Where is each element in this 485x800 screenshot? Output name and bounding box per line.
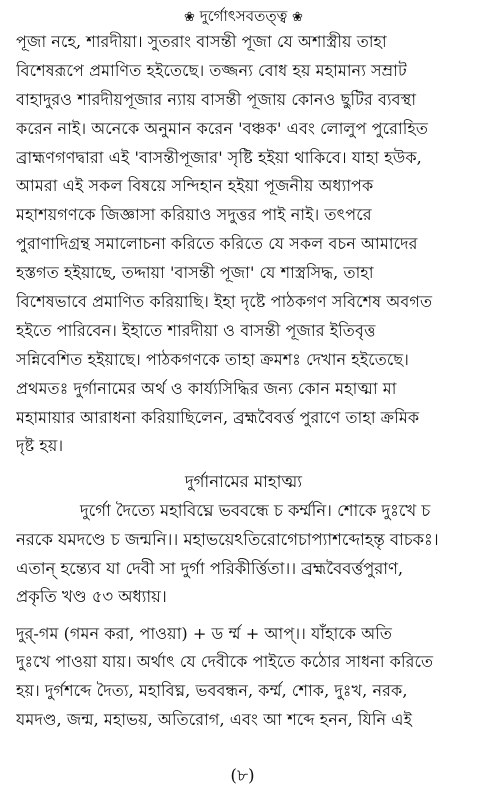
text-line: হস্তগত হইয়াছে, তদ্দায়া 'বাসন্তী পূজা' যে শাস্ত্রসিদ্ধ, তাহা xyxy=(16,263,374,283)
text-line: পূজা নহে, শারদীয়া। সুতরাং বাসন্তী পূজা যে অশাস্ত্রীয় তাহা xyxy=(16,32,387,51)
text-line: সন্নিবেশিত হইয়াছে। পাঠকগণকে তাহা ক্রমশঃ দেখান হইতেছে। xyxy=(16,349,409,369)
text-line: দুর্-গম (গমন করা, পাওয়া) + ড র্ম্ম + আপ্।। যাঁহাকে অতি xyxy=(16,623,393,643)
text-line: আমরা এই সকল বিষয়ে সন্দিহান হইয়া পূজনীয় অধ্যাপক xyxy=(16,176,374,196)
verse-line: প্রকৃতি খণ্ড ৫৩ অধ্যায়। xyxy=(16,587,167,607)
text-line: করেন নাই। অনেকে অনুমান করেন 'বঞ্চক' এবং লোলুপ পুরোহিত xyxy=(16,118,428,138)
text-line: মহাশয়গণকে জিজ্ঞাসা করিয়াও সদুত্তর পাই নাই। তৎপরে xyxy=(16,205,372,225)
text-line: পুরাণাদিগ্রন্থ সমালোচনা করিতে করিতে যে সকল বচন আমাদের xyxy=(16,234,418,254)
etymology-paragraph xyxy=(16,620,471,735)
text-line: বাহাদুরও শারদীয়পূজার ন্যায় বাসন্তী পূজায় কোনও ছুটির ব্যবস্থা xyxy=(16,89,417,109)
verse-line: নরকে যমদণ্ডে চ জন্মনি।। মহাভয়েঽতিরোগেচাপ্যাশব্দোহন্তৃ বাচকঃ। xyxy=(16,529,439,549)
book-page xyxy=(16,4,471,734)
text-line: যমদণ্ড, জন্ম, মহাভয়, অতিরোগ, এবং আ শব্দে হনন, যিনি এই xyxy=(16,709,413,729)
text-line: হইতে পারিবেন। ইহাতে শারদীয়া ও বাসন্তী পূজার ইতিবৃত্ত xyxy=(16,320,376,340)
text-line: হয়। দুর্গশব্দে দৈত্য, মহাবিঘ্ন, ভববন্ধন, কর্ম্ম, শোক, দুঃখ, নরক, xyxy=(16,681,408,701)
text-line: দুঃখে পাওয়া যায়। অর্থাৎ যে দেবীকে পাইতে কঠোর সাধনা করিতে xyxy=(16,652,434,672)
text-line: দৃষ্ট হয়। xyxy=(16,436,64,456)
running-header xyxy=(16,4,471,28)
body-paragraph xyxy=(16,28,471,461)
text-line: প্রথমতঃ দুর্গানামের অর্থ ও কার্য্যসিদ্ধির জন্য কোন মহাত্মা মা xyxy=(16,378,397,398)
flower-ornament-icon: ❀ xyxy=(292,10,303,25)
text-line: বিশেষরূপে প্রমাণিত হইতেছে। তজ্জন্য বোধ হয় মহামান্য সম্রাট xyxy=(16,60,407,80)
page-number: (৮) xyxy=(230,766,255,786)
verse-line: দুর্গো দৈত্যে মহাবিঘ্নে ভববন্ধে চ কর্ম্মনি। শোকে দুঃখে চ xyxy=(80,501,431,521)
flower-ornament-icon: ❀ xyxy=(184,10,195,25)
section-heading: দুর্গানামের মাহাত্ম্য xyxy=(184,472,303,492)
text-line: ব্রাহ্মণগণদ্বারা এই 'বাসন্তীপূজার' সৃষ্টি হইয়া থাকিবে। যাহা হউক, xyxy=(16,147,422,167)
text-line: বিশেষভাবে প্রমাণিত করিয়াছি। ইহা দৃষ্টে পাঠকগণ সবিশেষ অবগত xyxy=(16,292,433,312)
header-title: দুর্গোৎসবতত্ত্ব xyxy=(199,7,288,25)
verse-line: এতান্ হন্ত্যেব যা দেবী সা দুর্গা পরিকীর্ত্তিতা।। ব্রহ্মবৈবর্ত্তপুরাণ, xyxy=(16,558,404,578)
text-line: মহামায়ার আরাধনা করিয়াছিলেন, ব্রহ্মবৈবর্ত্ত পুরাণে তাহা ক্রমিক xyxy=(16,407,420,427)
sanskrit-verse xyxy=(16,497,471,611)
